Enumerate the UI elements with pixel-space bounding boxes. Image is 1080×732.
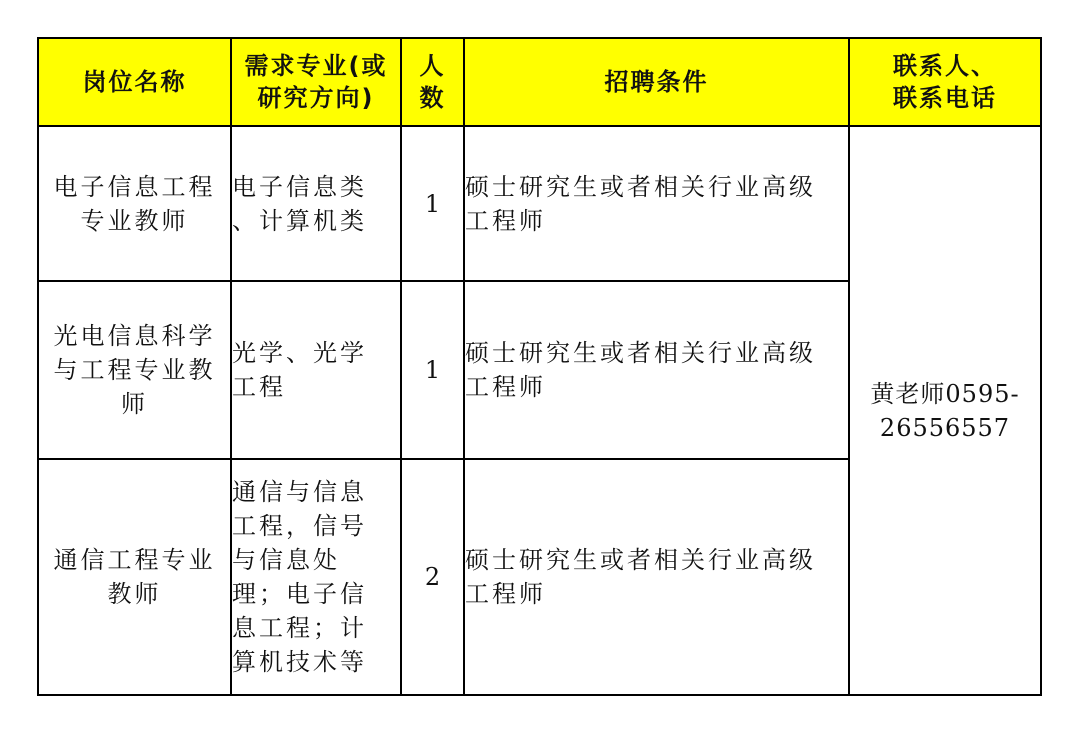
major-line: 与信息处	[232, 546, 340, 574]
requirement-line: 工程师	[465, 206, 546, 235]
contact-line2: 26556557	[879, 413, 1011, 442]
contact-cell	[849, 126, 1041, 695]
major-line: 工程，信号	[232, 512, 367, 540]
position-line: 电子信息工程	[53, 172, 216, 201]
major-line: 光学、光学	[232, 339, 367, 367]
header-contact	[849, 38, 1041, 126]
position-line: 通信工程专业	[53, 546, 216, 574]
major-cell	[231, 281, 401, 459]
major-line: 电子信息类	[232, 172, 367, 201]
requirement-line: 工程师	[465, 580, 546, 608]
header-contact-line1: 联系人、	[893, 52, 997, 80]
contact-line1: 黄老师0595-	[870, 379, 1020, 408]
major-line: 通信与信息	[232, 478, 367, 506]
requirement-line: 硕士研究生或者相关行业高级	[465, 546, 816, 574]
header-count-line1: 人	[419, 52, 446, 80]
header-requirements: 招聘条件	[464, 38, 849, 126]
position-cell	[38, 459, 231, 695]
header-contact-line2: 联系电话	[893, 84, 997, 112]
major-line: 、计算机类	[232, 206, 367, 235]
requirements-cell	[464, 281, 849, 459]
position-line: 与工程专业教	[53, 356, 216, 384]
count-cell: 2	[401, 459, 464, 695]
header-major-line1: 需求专业(或	[244, 52, 388, 80]
requirement-line: 硕士研究生或者相关行业高级	[465, 339, 816, 367]
requirements-cell	[464, 126, 849, 281]
requirement-line: 工程师	[465, 373, 546, 401]
header-count-line2: 数	[419, 84, 446, 112]
requirement-line: 硕士研究生或者相关行业高级	[465, 172, 816, 201]
position-cell	[38, 126, 231, 281]
table-row	[38, 126, 1041, 281]
header-count	[401, 38, 464, 126]
recruitment-table	[37, 37, 1042, 696]
table-header-row	[38, 38, 1041, 126]
header-position: 岗位名称	[38, 38, 231, 126]
header-major	[231, 38, 401, 126]
position-line: 专业教师	[80, 206, 189, 235]
major-line: 工程	[232, 373, 286, 401]
position-line: 师	[121, 390, 148, 418]
position-line: 光电信息科学	[53, 322, 216, 350]
count-cell: 1	[401, 126, 464, 281]
major-cell	[231, 126, 401, 281]
requirements-cell	[464, 459, 849, 695]
count-cell: 1	[401, 281, 464, 459]
position-cell	[38, 281, 231, 459]
header-major-line2: 研究方向)	[257, 84, 375, 112]
major-line: 理；电子信	[232, 580, 367, 608]
major-line: 算机技术等	[232, 648, 367, 676]
position-line: 教师	[107, 580, 162, 608]
major-line: 息工程；计	[232, 614, 367, 642]
major-cell	[231, 459, 401, 695]
